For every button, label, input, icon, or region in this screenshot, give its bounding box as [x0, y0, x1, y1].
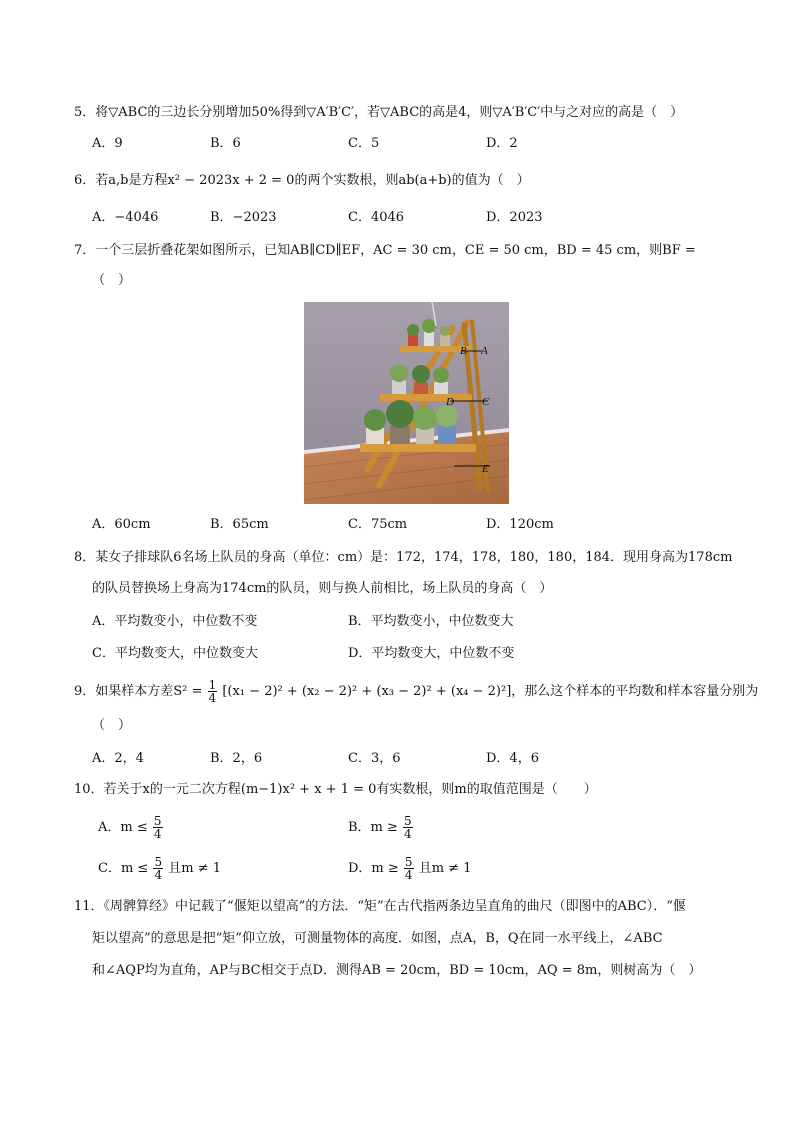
q10-a-num: 5: [153, 814, 162, 828]
q10-b-fraction: [403, 815, 413, 840]
q10-d-post: 且m ≠ 1: [418, 861, 472, 876]
q9-option-d: D．4，6: [486, 751, 539, 766]
q10-d-den: 4: [404, 868, 413, 882]
q6-option-b: B．−2023: [210, 210, 277, 225]
q7-option-d: D．120cm: [486, 517, 554, 532]
q7-option-c: C．75cm: [348, 517, 408, 532]
q10-d-pre: D．m ≥: [348, 861, 399, 876]
q9-stem-a: 9．如果样本方差S² =: [74, 684, 203, 699]
q5-stem: 5．将▽ABC的三边长分别增加50%得到▽A′B′C′，若▽ABC的高是4，则▽A′B′C′中与之对应的高是（ ）: [74, 105, 684, 120]
q5-option-a: A．9: [92, 136, 123, 151]
label-e: E: [482, 463, 489, 475]
q10-option-c: [98, 856, 221, 881]
q10-a-pre: A．m ≤: [98, 820, 148, 835]
q10-d-fraction: [404, 856, 414, 881]
q10-a-den: 4: [153, 827, 162, 841]
q11-line1: 11．《周髀算经》中记载了“偃矩以望高”的方法．“矩”在古代指两条边呈直角的曲尺（即图中的ABC）．“偃: [74, 899, 686, 914]
q9-option-b: B．2，6: [210, 751, 263, 766]
q9-option-a: A．2，4: [92, 751, 144, 766]
q7-stem-line1: 7．一个三层折叠花架如图所示，已知AB∥CD∥EF，AC = 30 cm，CE = 50 cm，BD = 45 cm，则BF =: [74, 243, 696, 258]
q10-a-fraction: [153, 815, 163, 840]
q10-c-den: 4: [154, 868, 163, 882]
label-b: B: [460, 345, 467, 357]
q7-option-a: A．60cm: [92, 517, 151, 532]
q7-option-b: B．65cm: [210, 517, 269, 532]
label-d: D: [446, 396, 454, 408]
q10-c-pre: C．m ≤: [98, 861, 149, 876]
q6-stem: 6．若a,b是方程x² − 2023x + 2 = 0的两个实数根，则ab(a+b)的值为（ ）: [74, 173, 530, 188]
q6-option-c: C．4046: [348, 210, 405, 225]
q10-b-den: 4: [404, 827, 412, 841]
q9-stem-line2: （ ）: [92, 718, 132, 733]
q9-stem-b: [(x₁ − 2)² + (x₂ − 2)² + (x₃ − 2)² + (x₄ − 2)²]，那么这个样本的平均数和样本容量分别为: [222, 684, 759, 699]
q7-stem-line2: （ ）: [92, 273, 132, 288]
q10-c-post: 且m ≠ 1: [168, 861, 221, 876]
q11-line3: 和∠AQP均为直角，AP与BC相交于点D．测得AB = 20cm，BD = 10cm，AQ = 8m，则树高为（ ）: [92, 963, 702, 978]
q6-option-a: A．−4046: [92, 210, 159, 225]
label-a: A: [481, 345, 488, 357]
q10-stem: 10．若关于x的一元二次方程(m−1)x² + x + 1 = 0有实数根，则m的取值范围是（ ）: [74, 782, 597, 797]
q10-b-pre: B．m ≥: [348, 820, 398, 835]
q10-c-fraction: [153, 856, 163, 881]
q8-stem-line2: 的队员替换场上身高为174cm的队员，则与换人前相比，场上队员的身高（ ）: [92, 581, 553, 596]
label-c: C: [482, 396, 490, 408]
q10-option-b: [348, 815, 414, 840]
q9-stem-line1: [74, 679, 758, 705]
q11-line2: 矩以望高”的意思是把“矩”仰立放，可测量物体的高度．如图，点A，B，Q在同一水平线上，∠ABC: [92, 931, 663, 946]
q9-frac-numerator: 1: [208, 678, 217, 692]
q10-option-a: [98, 815, 164, 840]
flower-shelf-photo: [304, 302, 509, 504]
q8-option-d: D．平均数变大，中位数不变: [348, 646, 515, 661]
q9-option-c: C．3，6: [348, 751, 401, 766]
q9-frac-denominator: 4: [208, 691, 217, 705]
q5-option-d: D．2: [486, 136, 518, 151]
q10-d-num: 5: [404, 855, 413, 869]
q10-b-num: 5: [404, 814, 412, 828]
q8-option-a: A．平均数变小，中位数不变: [92, 614, 258, 629]
q10-c-num: 5: [154, 855, 163, 869]
q9-fraction: [208, 679, 218, 704]
q6-option-d: D．2023: [486, 210, 543, 225]
q10-option-d: [348, 856, 471, 881]
q8-stem-line1: 8．某女子排球队6名场上队员的身高（单位：cm）是：172，174，178，180，180，184．现用身高为178cm: [74, 550, 733, 565]
q5-option-c: C．5: [348, 136, 380, 151]
q8-option-b: B．平均数变小，中位数变大: [348, 614, 514, 629]
q5-option-b: B．6: [210, 136, 241, 151]
q8-option-c: C．平均数变大，中位数变大: [92, 646, 258, 661]
